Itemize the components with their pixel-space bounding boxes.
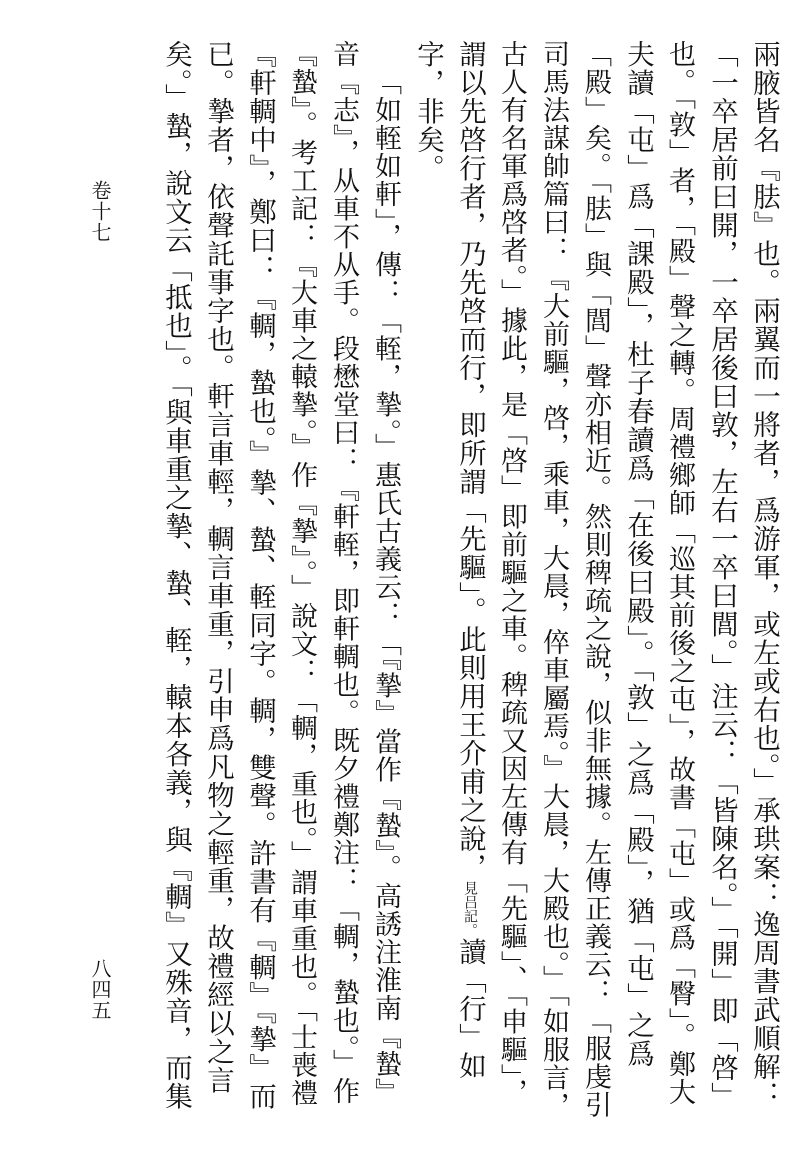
text-column-1: 兩腋皆名『胠』也。兩翼而一將者，爲游軍，或左或右也。」承珙案：逸周書武順解： [748, 40, 780, 1110]
text-column-2: 「一卒居前曰開，一卒居後曰敦，左右一卒曰閭。」注云：「皆陳名。」「開」即「啓」 [706, 40, 738, 1111]
chapter-label: 卷十七 [88, 180, 112, 243]
text-column-12: 『蟄』。考工記：『大車之轅摯。』作『摯』。」說文：「輖，重也。」謂車重也。「士喪禮 [286, 40, 317, 1107]
text-column-15: 矣。」蟄，說文云「抵也」。「與車重之摯、蟄、輊，轅本各義，與『輖』又殊音，而集 [160, 40, 192, 1111]
text-column-11: 音『志』，从車不从手。段懋堂曰：『軒輊，即軒輖也。既夕禮鄭注：「輖，蟄也。」作 [328, 40, 359, 1105]
text-column-6: 司馬法謀帥篇曰：『大前驅，啓，乘車，大晨，倅車屬焉。』大晨，大殿也。」「如服言， [538, 40, 569, 1120]
text-column-7: 古人有名軍爲啓者。」據此，是「啓」即前驅之車。稗疏又因左傳有「先驅」、「申驅」， [496, 40, 527, 1106]
text-column-13: 『軒輖中』，鄭曰：『輖，蟄也。』摯、蟄、輊同字。輖，雙聲。許書有『輖』『摯』而 [244, 40, 276, 1111]
text-column-8 [456, 40, 484, 1080]
text-column-14: 已。摯者，依聲託事字也。軒言車輕，輖言車重，引申爲凡物之輕重，故禮經以之言 [202, 40, 234, 1095]
text-column-5: 「殿」矣。「胠」與「閭」聲亦相近。然則稗疏之說，似非無據。左傳正義云：「服虔引 [580, 40, 611, 1119]
inline-note: 見吕記。 [462, 881, 478, 938]
text-column-3: 也。「敦」者，「殿」聲之轉。周禮鄉師「巡其前後之屯」，故書「屯」或爲「臀」。鄭大 [664, 40, 695, 1106]
page-number: 八四五 [88, 958, 112, 1021]
text-column-9: 字，非矣。 [412, 40, 444, 183]
text-column-8-main: 謂以先啓行者，乃先啓而行，即所謂「先驅」。此則用王介甫之說， [454, 40, 486, 882]
text-column-8-tail: 讀「行」如 [454, 937, 486, 1080]
text-column-4: 夫讀「屯」爲「課殿」，杜子春讀爲「在後曰殿」。「敦」之爲「殿」，猶「屯」之爲 [622, 40, 654, 1068]
text-body [147, 40, 780, 1120]
text-column-10: 「如輊如軒」，傳：「輊，摯。」惠氏古義云：「『摯』當作『蟄』。高誘注淮南『蟄』 [370, 68, 401, 1106]
